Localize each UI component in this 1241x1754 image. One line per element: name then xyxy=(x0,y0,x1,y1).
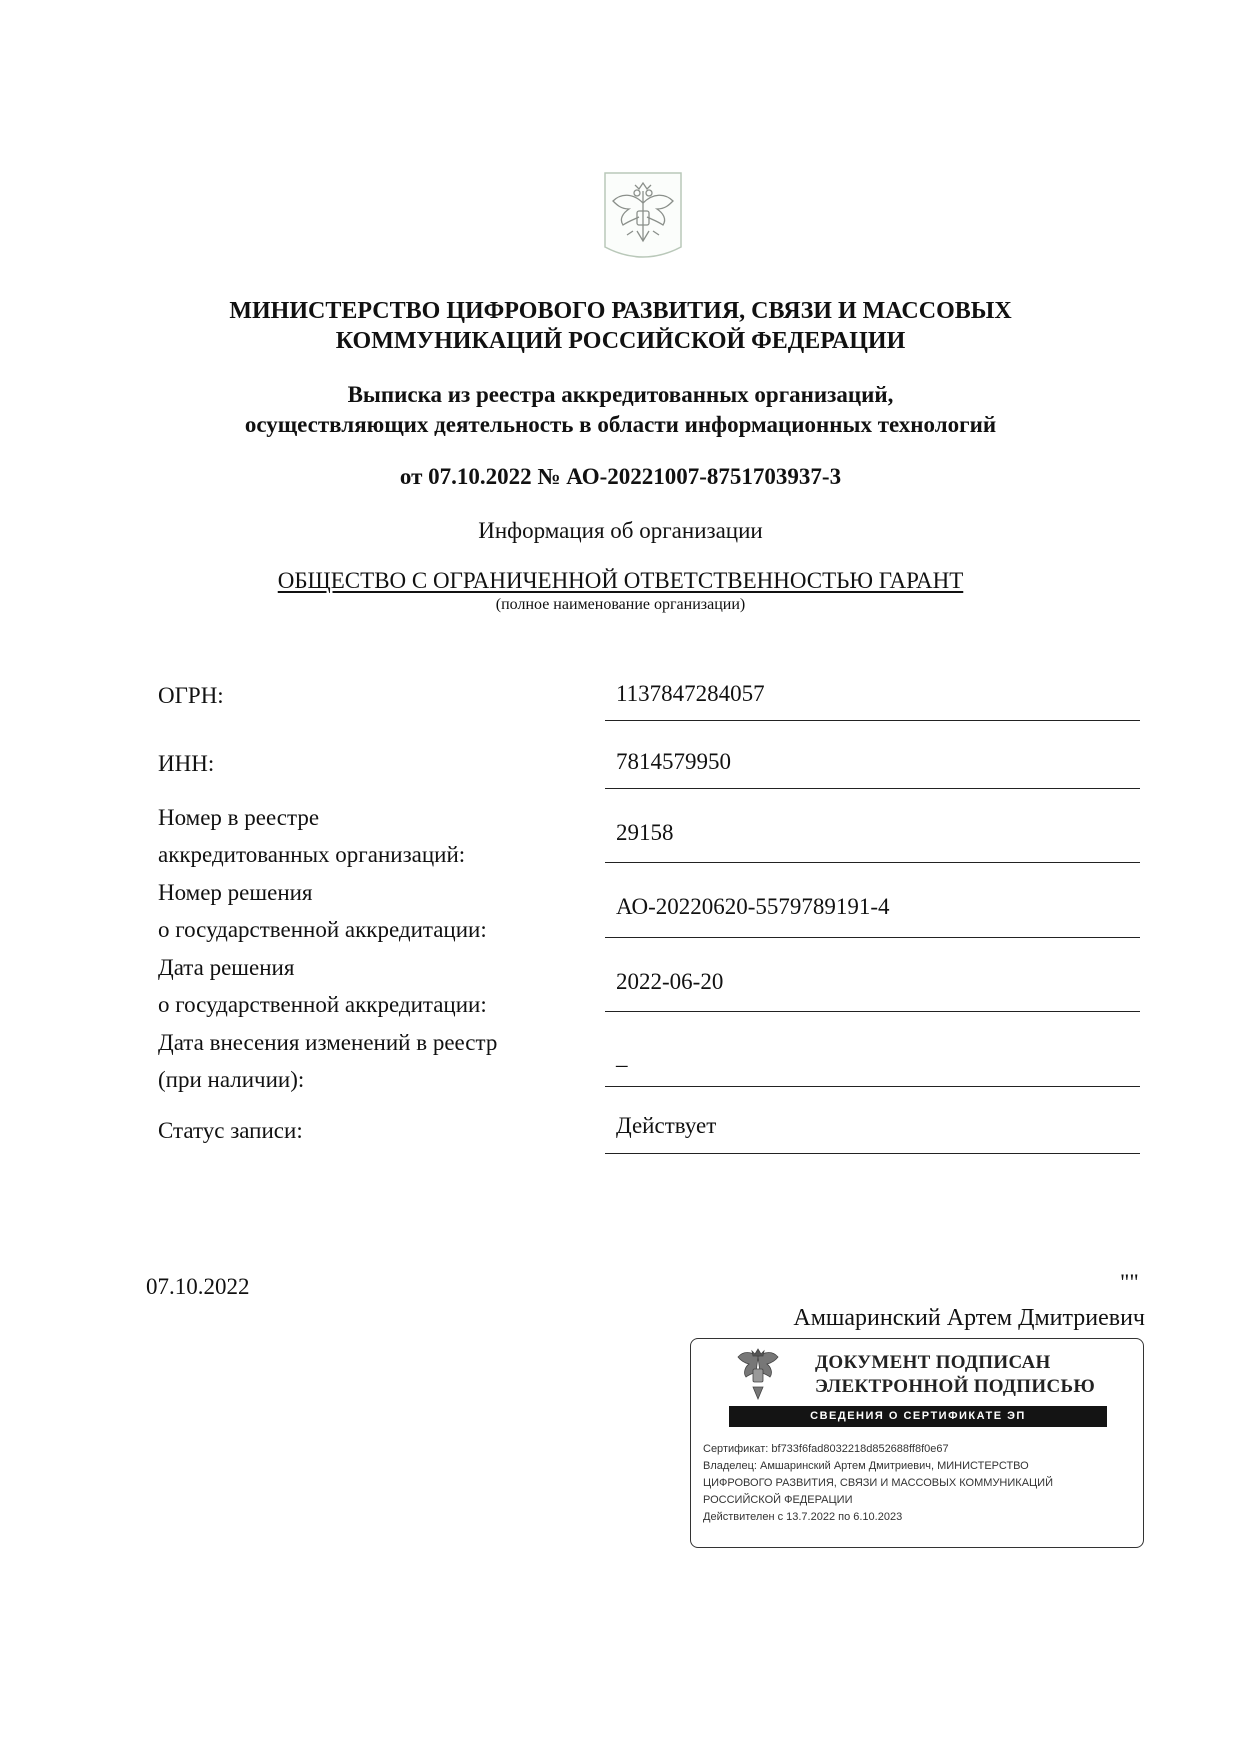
field-value-inn: 7814579950 xyxy=(616,749,731,774)
field-rule xyxy=(605,862,1140,863)
field-value-registry-number: 29158 xyxy=(616,820,674,845)
field-label-status: Статус записи: xyxy=(158,1118,303,1143)
stamp-owner-line: Владелец: Амшаринский Артем Дмитриевич, МИНИСТЕРСТВО xyxy=(703,1460,1029,1472)
stamp-title-line-2: ЭЛЕКТРОННОЙ ПОДПИСЬЮ xyxy=(815,1376,1096,1397)
title-line-1: Выписка из реестра аккредитованных организаций, xyxy=(347,382,894,407)
field-value-decision-date: 2022-06-20 xyxy=(616,969,724,994)
organization-name-caption: (полное наименование организации) xyxy=(495,596,746,613)
field-label-line: аккредитованных организаций: xyxy=(158,842,466,867)
field-rule xyxy=(605,1153,1140,1154)
coat-of-arms-emblem xyxy=(603,171,683,263)
ministry-name xyxy=(0,296,1241,356)
field-label-inn: ИНН: xyxy=(158,751,215,776)
footer-date: 07.10.2022 xyxy=(146,1274,250,1299)
field-label-line: Дата внесения изменений в реестр xyxy=(158,1030,498,1055)
field-rule xyxy=(605,720,1140,721)
stamp-validity: Действителен с 13.7.2022 по 6.10.2023 xyxy=(703,1511,903,1523)
field-label-line: (при наличии): xyxy=(158,1067,305,1092)
organization-name xyxy=(0,567,1241,595)
field-label-line: о государственной аккредитации: xyxy=(158,917,487,942)
field-value-status: Действует xyxy=(616,1113,717,1138)
footer-quotes: "" xyxy=(1120,1270,1139,1295)
electronic-signature-stamp xyxy=(690,1338,1144,1548)
stamp-owner-line: ЦИФРОВОГО РАЗВИТИЯ, СВЯЗИ И МАССОВЫХ КОММУНИКАЦИЙ xyxy=(703,1477,1053,1489)
ministry-line-1: МИНИСТЕРСТВО ЦИФРОВОГО РАЗВИТИЯ, СВЯЗИ И МАССОВЫХ xyxy=(229,298,1012,324)
field-rule xyxy=(605,937,1140,938)
stamp-title-line-1: ДОКУМЕНТ ПОДПИСАН xyxy=(815,1352,1051,1373)
stamp-emblem-icon xyxy=(735,1347,781,1403)
field-label-ogrn: ОГРН: xyxy=(158,683,224,708)
field-label-line: о государственной аккредитации: xyxy=(158,992,487,1017)
field-label-line: Дата решения xyxy=(158,955,295,980)
field-label-line: Номер в реестре xyxy=(158,805,320,830)
organization-name-text: ОБЩЕСТВО С ОГРАНИЧЕННОЙ ОТВЕТСТВЕННОСТЬЮ ГАРАНТ xyxy=(277,568,964,593)
stamp-owner-line: РОССИЙСКОЙ ФЕДЕРАЦИИ xyxy=(703,1494,853,1506)
field-rule xyxy=(605,1011,1140,1012)
field-value-change-date: _ xyxy=(616,1044,628,1069)
document-title xyxy=(0,380,1241,440)
ministry-line-2: КОММУНИКАЦИЙ РОССИЙСКОЙ ФЕДЕРАЦИИ xyxy=(335,328,906,354)
field-value-decision-number: АО-20220620-5579789191-4 xyxy=(616,894,890,919)
stamp-certificate-bar: СВЕДЕНИЯ О СЕРТИФИКАТЕ ЭП xyxy=(729,1406,1107,1427)
field-label-decision-date xyxy=(158,949,487,1023)
field-rule xyxy=(605,788,1140,789)
field-label-decision-number xyxy=(158,874,487,948)
field-label-registry-number xyxy=(158,799,465,873)
field-label-change-date xyxy=(158,1024,497,1098)
document-number: от 07.10.2022 № АО-20221007-8751703937-3 xyxy=(399,464,842,489)
field-value-ogrn: 1137847284057 xyxy=(616,681,765,706)
info-heading: Информация об организации xyxy=(478,518,763,543)
signer-name: Амшаринский Артем Дмитриевич xyxy=(793,1305,1145,1331)
title-line-2: осуществляющих деятельность в области информационных технологий xyxy=(244,412,997,437)
stamp-title xyxy=(815,1351,1095,1399)
stamp-certificate: Сертификат: bf733f6fad8032218d852688ff8f0e67 xyxy=(703,1443,949,1455)
field-rule xyxy=(605,1086,1140,1087)
field-label-line: Номер решения xyxy=(158,880,313,905)
